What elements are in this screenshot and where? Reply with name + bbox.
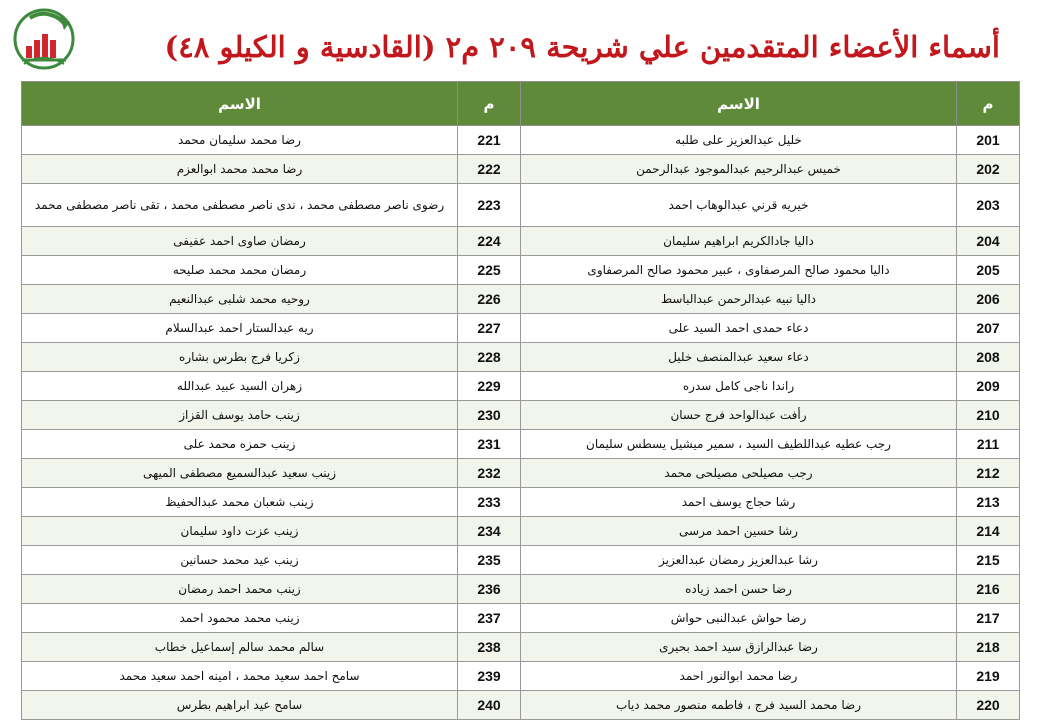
table-row xyxy=(22,633,1020,662)
member-number: 230 xyxy=(458,401,521,430)
member-number: 240 xyxy=(458,691,521,720)
member-name: رضا محمد سليمان محمد xyxy=(22,126,458,155)
member-number: 222 xyxy=(458,155,521,184)
table-row xyxy=(22,488,1020,517)
table-body xyxy=(22,126,1020,720)
member-name: روحيه محمد شلبى عبدالنعيم xyxy=(22,285,458,314)
header-num-left: م xyxy=(458,82,521,126)
member-number: 206 xyxy=(957,285,1020,314)
member-number: 234 xyxy=(458,517,521,546)
member-number: 215 xyxy=(957,546,1020,575)
table-row xyxy=(22,285,1020,314)
member-name: زينب حمزه محمد على xyxy=(22,430,458,459)
table-row xyxy=(22,691,1020,720)
table-row xyxy=(22,227,1020,256)
member-name: رضا عبدالرازق سيد احمد بحيرى xyxy=(521,633,957,662)
member-number: 228 xyxy=(458,343,521,372)
table-row xyxy=(22,662,1020,691)
member-name: خليل عبدالعزيز على طلبه xyxy=(521,126,957,155)
member-number: 202 xyxy=(957,155,1020,184)
member-name: رضا محمد ابوالنور احمد xyxy=(521,662,957,691)
member-name: زينب سعيد عبدالسميع مصطفى الميهى xyxy=(22,459,458,488)
member-number: 223 xyxy=(458,184,521,227)
member-number: 209 xyxy=(957,372,1020,401)
member-number: 208 xyxy=(957,343,1020,372)
member-name: ريه عبدالستار احمد عبدالسلام xyxy=(22,314,458,343)
member-number: 235 xyxy=(458,546,521,575)
member-name: زينب عزت داود سليمان xyxy=(22,517,458,546)
member-number: 218 xyxy=(957,633,1020,662)
member-number: 227 xyxy=(458,314,521,343)
member-number: 219 xyxy=(957,662,1020,691)
member-number: 237 xyxy=(458,604,521,633)
member-number: 207 xyxy=(957,314,1020,343)
member-name: زكريا فرج بطرس بشاره xyxy=(22,343,458,372)
table-row xyxy=(22,517,1020,546)
member-name: رضا محمد السيد فرج ، فاطمه منصور محمد دياب xyxy=(521,691,957,720)
member-number: 203 xyxy=(957,184,1020,227)
member-number: 226 xyxy=(458,285,521,314)
header-name-left: الاسم xyxy=(22,82,458,126)
table-row xyxy=(22,575,1020,604)
table-row xyxy=(22,155,1020,184)
member-name: سالم محمد سالم إسماعيل خطاب xyxy=(22,633,458,662)
member-name: داليا نبيه عبدالرحمن عبدالباسط xyxy=(521,285,957,314)
member-name: رمضان صاوى احمد عفيفى xyxy=(22,227,458,256)
member-name: رضا حواش عبدالنبى حواش xyxy=(521,604,957,633)
table-row xyxy=(22,459,1020,488)
member-number: 225 xyxy=(458,256,521,285)
member-name: رشا عبدالعزيز رمضان عبدالعزيز xyxy=(521,546,957,575)
member-number: 232 xyxy=(458,459,521,488)
building-logo-icon xyxy=(12,6,76,72)
table-row xyxy=(22,401,1020,430)
header-num-right: م xyxy=(957,82,1020,126)
member-name: خيريه قرني عبدالوهاب احمد xyxy=(521,184,957,227)
member-number: 224 xyxy=(458,227,521,256)
member-number: 211 xyxy=(957,430,1020,459)
member-name: رشا حسين احمد مرسى xyxy=(521,517,957,546)
member-name: رجب مصيلحى مصيلحى محمد xyxy=(521,459,957,488)
member-name: رجب عطيه عبداللطيف السيد ، سمير ميشيل يسطس سليمان xyxy=(521,430,957,459)
member-name: سامح عيد ابراهيم بطرس xyxy=(22,691,458,720)
table-row xyxy=(22,604,1020,633)
table-header-row xyxy=(22,82,1020,126)
header-name-right: الاسم xyxy=(521,82,957,126)
table-row xyxy=(22,343,1020,372)
member-name: دعاء سعيد عبدالمنصف خليل xyxy=(521,343,957,372)
member-number: 233 xyxy=(458,488,521,517)
member-name: دعاء حمدى احمد السيد على xyxy=(521,314,957,343)
table-row xyxy=(22,184,1020,227)
member-number: 231 xyxy=(458,430,521,459)
member-name: رضوى ناصر مصطفى محمد ، ندى ناصر مصطفى محمد ، تقى ناصر مصطفى محمد xyxy=(22,184,458,227)
member-number: 239 xyxy=(458,662,521,691)
member-number: 229 xyxy=(458,372,521,401)
member-number: 238 xyxy=(458,633,521,662)
member-name: راندا ناجى كامل سدره xyxy=(521,372,957,401)
member-number: 217 xyxy=(957,604,1020,633)
member-name: رأفت عبدالواحد فرج حسان xyxy=(521,401,957,430)
member-number: 236 xyxy=(458,575,521,604)
member-name: زينب محمد احمد رمضان xyxy=(22,575,458,604)
table-row xyxy=(22,314,1020,343)
member-number: 220 xyxy=(957,691,1020,720)
member-number: 213 xyxy=(957,488,1020,517)
member-name: زينب حامد يوسف القزاز xyxy=(22,401,458,430)
table-row xyxy=(22,546,1020,575)
member-number: 205 xyxy=(957,256,1020,285)
table-row xyxy=(22,430,1020,459)
member-name: رمضان محمد محمد صليحه xyxy=(22,256,458,285)
member-number: 221 xyxy=(458,126,521,155)
member-name: سامح احمد سعيد محمد ، امينه احمد سعيد محمد xyxy=(22,662,458,691)
member-name: رضا محمد محمد ابوالعزم xyxy=(22,155,458,184)
member-number: 216 xyxy=(957,575,1020,604)
member-name: زينب عيد محمد حسانين xyxy=(22,546,458,575)
member-name: رضا حسن احمد زياده xyxy=(521,575,957,604)
member-number: 204 xyxy=(957,227,1020,256)
member-number: 210 xyxy=(957,401,1020,430)
member-name: زينب محمد محمود احمد xyxy=(22,604,458,633)
page-title: أسماء الأعضاء المتقدمين علي شريحة ٢٠٩ م٢ (القادسية و الكيلو ٤٨) xyxy=(164,30,1000,64)
member-name: داليا جادالكريم ابراهيم سليمان xyxy=(521,227,957,256)
table-row xyxy=(22,372,1020,401)
members-table xyxy=(21,81,1020,720)
table-row xyxy=(22,126,1020,155)
member-name: خميس عبدالرحيم عبدالموجود عبدالرحمن xyxy=(521,155,957,184)
member-number: 201 xyxy=(957,126,1020,155)
member-number: 212 xyxy=(957,459,1020,488)
member-name: رشا حجاج يوسف احمد xyxy=(521,488,957,517)
member-number: 214 xyxy=(957,517,1020,546)
member-name: زينب شعبان محمد عبدالحفيظ xyxy=(22,488,458,517)
member-name: زهران السيد عبيد عبدالله xyxy=(22,372,458,401)
member-name: داليا محمود صالح المرصفاوى ، عبير محمود صالح المرصفاوى xyxy=(521,256,957,285)
table-row xyxy=(22,256,1020,285)
